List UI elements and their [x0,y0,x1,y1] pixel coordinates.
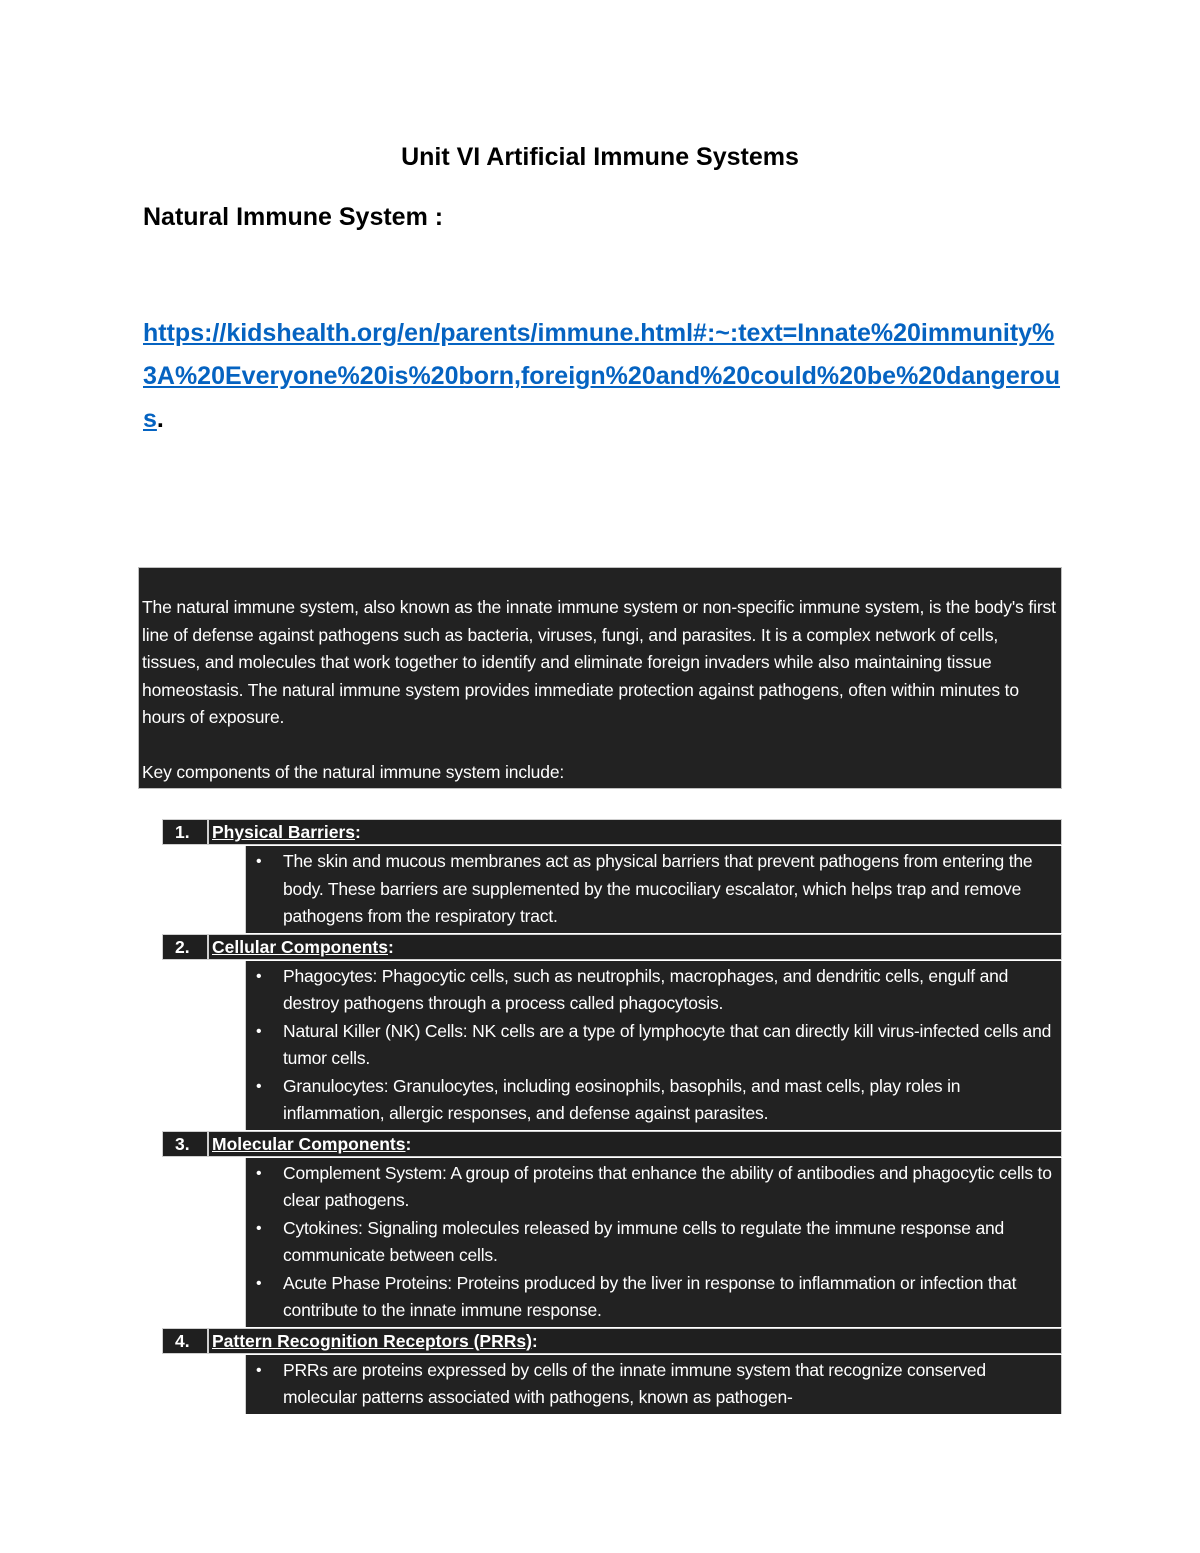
bullet-item: • Granulocytes: Granulocytes, including eosinophils, basophils, and mast cells, play roles in inflammation, allergic responses, and defense against parasites. [246,1073,1057,1128]
page-title: Unit VI Artificial Immune Systems [401,143,799,171]
component-details [245,1158,1062,1327]
intro-text-box [138,567,1062,789]
components-list [162,818,1062,1414]
bullet-item: • Natural Killer (NK) Cells: NK cells are a type of lymphocyte that can directly kill virus-infected cells and tumor cells. [246,1018,1057,1073]
bullet-item: • Acute Phase Proteins: Proteins produced by the liver in response to inflammation or infection that contribute to the innate immune response. [246,1270,1057,1325]
bullet-item: • Cytokines: Signaling molecules released by immune cells to regulate the immune response and communicate between cells. [246,1215,1057,1270]
link-trailing-period: . [156,405,164,433]
component-heading [162,1327,1062,1355]
component-heading [162,1130,1062,1158]
bullet-list [246,963,1057,1128]
component-label-cell [208,934,1062,960]
bullet-list [246,848,1057,931]
component-label-suffix: : [388,936,394,957]
bullet-list [246,1160,1057,1325]
bullet-item: • Complement System: A group of proteins that enhance the ability of antibodies and phagocytic cells to clear pathogens. [246,1160,1057,1215]
component-label: Pattern Recognition Receptors (PRRs) [212,1330,532,1351]
reference-link-paragraph [143,312,1063,441]
component-details [245,1355,1062,1414]
component-heading [162,933,1062,961]
component-label: Molecular Components [212,1133,406,1154]
intro-paragraph: The natural immune system, also known as the innate immune system or non-specific immune system, is the body's first line of defense against pathogens such as bacteria, viruses, fungi, and parasites. It is a complex network of cells, tissues, and molecules that work together to identify and eliminate foreign invaders while also maintaining tissue homeostasis. The natural immune system provides immediate protection against pathogens, often within minutes to hours of exposure. [142,597,1056,727]
bullet-item: • Phagocytes: Phagocytic cells, such as neutrophils, macrophages, and dendritic cells, engulf and destroy pathogens through a process called phagocytosis. [246,963,1057,1018]
component-label-suffix: : [355,822,361,842]
component-details [245,961,1062,1130]
component-heading [162,818,1062,846]
component-label: Physical Barriers [212,822,356,842]
component-number: 4. [162,1328,208,1354]
reference-link[interactable]: https://kidshealth.org/en/parents/immune.html#:~:text=Innate%20immunity%3A%20Everyone%20is%20born,foreign%20and%20could%20be%20dangerous [143,319,1061,433]
intro-lead: Key components of the natural immune system include: [142,761,565,782]
bullet-item: • The skin and mucous membranes act as physical barriers that prevent pathogens from entering the body. These barriers are supplemented by the mucociliary escalator, which helps trap and remove pathogens from the respiratory tract. [246,848,1057,931]
component-number: 3. [162,1131,208,1157]
component-label-cell [208,819,1062,845]
component-number: 1. [162,819,208,845]
bullet-item: • PRRs are proteins expressed by cells of the innate immune system that recognize conserved molecular patterns associated with pathogens, known as pathogen- [246,1357,1057,1412]
section-heading: Natural Immune System : [143,203,444,231]
component-label: Cellular Components [212,936,388,957]
component-label-suffix: : [405,1133,412,1154]
component-number: 2. [162,934,208,960]
component-details [245,846,1062,933]
component-label-cell [208,1328,1062,1354]
component-label-cell [208,1131,1062,1157]
bullet-list [246,1357,1057,1412]
component-label-suffix: : [531,1330,538,1351]
